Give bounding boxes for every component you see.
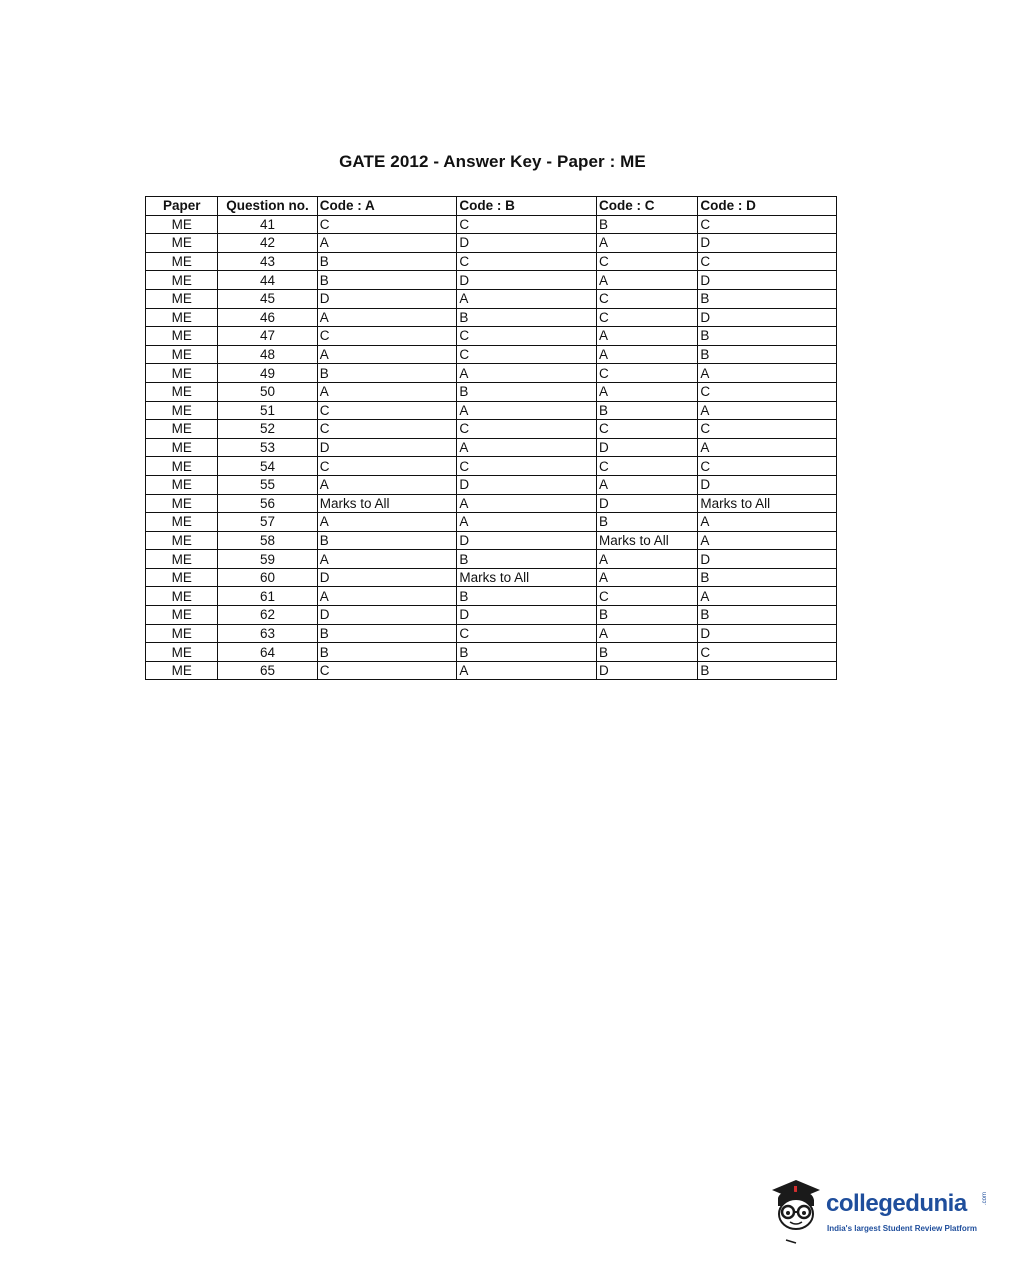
cell-question-no: 53 xyxy=(218,438,317,457)
cell-question-no: 50 xyxy=(218,382,317,401)
header-code-d: Code : D xyxy=(698,197,837,216)
cell-code-b: D xyxy=(457,234,597,253)
cell-question-no: 49 xyxy=(218,364,317,383)
cell-code-a: A xyxy=(317,475,457,494)
header-paper: Paper xyxy=(146,197,218,216)
cell-code-d: D xyxy=(698,475,837,494)
cell-question-no: 41 xyxy=(218,215,317,234)
table-row xyxy=(146,327,837,346)
cell-code-b: C xyxy=(457,624,597,643)
table-row xyxy=(146,550,837,569)
cell-code-a: C xyxy=(317,401,457,420)
cell-code-c: A xyxy=(596,568,697,587)
answer-key-table xyxy=(145,196,837,680)
cell-paper: ME xyxy=(146,661,218,680)
cell-code-a: D xyxy=(317,606,457,625)
cell-code-d: B xyxy=(698,661,837,680)
cell-code-a: A xyxy=(317,234,457,253)
table-row xyxy=(146,475,837,494)
cell-code-d: C xyxy=(698,252,837,271)
cell-paper: ME xyxy=(146,513,218,532)
cell-paper: ME xyxy=(146,271,218,290)
cell-code-b: A xyxy=(457,494,597,513)
cell-code-a: A xyxy=(317,345,457,364)
cell-paper: ME xyxy=(146,420,218,439)
logo-tagline: India's largest Student Review Platform xyxy=(827,1224,977,1233)
cell-code-c: C xyxy=(596,364,697,383)
cell-code-a: C xyxy=(317,327,457,346)
cell-paper: ME xyxy=(146,364,218,383)
cell-code-a: D xyxy=(317,289,457,308)
cell-code-d: A xyxy=(698,401,837,420)
table-row xyxy=(146,364,837,383)
cell-question-no: 60 xyxy=(218,568,317,587)
cell-code-c: C xyxy=(596,308,697,327)
cell-paper: ME xyxy=(146,382,218,401)
cell-paper: ME xyxy=(146,234,218,253)
cell-code-d: C xyxy=(698,643,837,662)
cell-code-c: A xyxy=(596,234,697,253)
cell-question-no: 62 xyxy=(218,606,317,625)
cell-code-b: A xyxy=(457,438,597,457)
logo-dotcom: .com xyxy=(982,1192,988,1206)
table-header-row xyxy=(146,197,837,216)
table-row xyxy=(146,401,837,420)
cell-code-d: A xyxy=(698,364,837,383)
cell-code-c: B xyxy=(596,513,697,532)
cell-code-d: B xyxy=(698,289,837,308)
cell-code-b: B xyxy=(457,643,597,662)
cell-code-c: A xyxy=(596,382,697,401)
cell-code-a: C xyxy=(317,661,457,680)
cell-code-a: A xyxy=(317,382,457,401)
table-row xyxy=(146,457,837,476)
cell-code-c: C xyxy=(596,252,697,271)
table-row xyxy=(146,624,837,643)
table-row xyxy=(146,234,837,253)
cell-code-a: C xyxy=(317,420,457,439)
cell-code-c: D xyxy=(596,494,697,513)
cell-code-b: B xyxy=(457,382,597,401)
cell-paper: ME xyxy=(146,438,218,457)
table-row xyxy=(146,289,837,308)
table-row xyxy=(146,661,837,680)
cell-code-c: B xyxy=(596,606,697,625)
cell-question-no: 47 xyxy=(218,327,317,346)
cell-code-c: A xyxy=(596,327,697,346)
cell-question-no: 44 xyxy=(218,271,317,290)
header-code-c: Code : C xyxy=(596,197,697,216)
table-row xyxy=(146,606,837,625)
cell-code-b: C xyxy=(457,215,597,234)
cell-question-no: 52 xyxy=(218,420,317,439)
cell-question-no: 59 xyxy=(218,550,317,569)
cell-paper: ME xyxy=(146,550,218,569)
cell-code-a: A xyxy=(317,550,457,569)
cell-paper: ME xyxy=(146,587,218,606)
cell-code-c: C xyxy=(596,420,697,439)
mascot-icon xyxy=(766,1176,824,1246)
header-question-no: Question no. xyxy=(218,197,317,216)
cell-paper: ME xyxy=(146,327,218,346)
cell-code-a: C xyxy=(317,457,457,476)
cell-code-b: A xyxy=(457,661,597,680)
cell-question-no: 46 xyxy=(218,308,317,327)
cell-code-a: A xyxy=(317,513,457,532)
cell-paper: ME xyxy=(146,606,218,625)
cell-code-d: D xyxy=(698,624,837,643)
cell-code-c: D xyxy=(596,661,697,680)
table-row xyxy=(146,345,837,364)
cell-code-d: C xyxy=(698,215,837,234)
cell-code-d: C xyxy=(698,457,837,476)
cell-code-d: A xyxy=(698,531,837,550)
cell-paper: ME xyxy=(146,401,218,420)
cell-paper: ME xyxy=(146,308,218,327)
document-title: GATE 2012 - Answer Key - Paper : ME xyxy=(339,152,646,171)
cell-paper: ME xyxy=(146,215,218,234)
cell-code-c: D xyxy=(596,438,697,457)
cell-code-c: A xyxy=(596,271,697,290)
table-row xyxy=(146,568,837,587)
cell-code-c: A xyxy=(596,475,697,494)
cell-code-c: A xyxy=(596,550,697,569)
cell-paper: ME xyxy=(146,252,218,271)
cell-question-no: 42 xyxy=(218,234,317,253)
cell-code-a: B xyxy=(317,531,457,550)
cell-question-no: 63 xyxy=(218,624,317,643)
table-row xyxy=(146,587,837,606)
cell-code-c: A xyxy=(596,345,697,364)
cell-code-a: B xyxy=(317,271,457,290)
cell-code-c: C xyxy=(596,587,697,606)
table-row xyxy=(146,420,837,439)
cell-question-no: 57 xyxy=(218,513,317,532)
cell-code-d: B xyxy=(698,327,837,346)
cell-code-d: D xyxy=(698,271,837,290)
cell-code-d: D xyxy=(698,550,837,569)
cell-code-d: B xyxy=(698,345,837,364)
table-row xyxy=(146,382,837,401)
cell-code-b: D xyxy=(457,531,597,550)
cell-question-no: 51 xyxy=(218,401,317,420)
cell-code-a: D xyxy=(317,438,457,457)
cell-code-d: B xyxy=(698,606,837,625)
cell-code-d: D xyxy=(698,234,837,253)
logo-wordmark: collegedunia xyxy=(826,1190,967,1217)
cell-code-a: B xyxy=(317,624,457,643)
table-row xyxy=(146,271,837,290)
cell-code-c: Marks to All xyxy=(596,531,697,550)
table-row xyxy=(146,494,837,513)
cell-paper: ME xyxy=(146,475,218,494)
cell-code-d: A xyxy=(698,513,837,532)
cell-question-no: 58 xyxy=(218,531,317,550)
cell-paper: ME xyxy=(146,289,218,308)
cell-question-no: 65 xyxy=(218,661,317,680)
cell-code-c: C xyxy=(596,289,697,308)
cell-code-c: C xyxy=(596,457,697,476)
table-body xyxy=(146,215,837,680)
cell-code-d: C xyxy=(698,420,837,439)
cell-code-a: A xyxy=(317,587,457,606)
cell-paper: ME xyxy=(146,345,218,364)
cell-paper: ME xyxy=(146,568,218,587)
cell-question-no: 61 xyxy=(218,587,317,606)
cell-paper: ME xyxy=(146,531,218,550)
cell-code-a: A xyxy=(317,308,457,327)
cell-question-no: 64 xyxy=(218,643,317,662)
table-row xyxy=(146,308,837,327)
cell-code-d: D xyxy=(698,308,837,327)
cell-code-b: D xyxy=(457,271,597,290)
cell-paper: ME xyxy=(146,457,218,476)
cell-paper: ME xyxy=(146,643,218,662)
cell-code-b: Marks to All xyxy=(457,568,597,587)
cell-code-d: C xyxy=(698,382,837,401)
collegedunia-logo xyxy=(766,1176,996,1246)
cell-code-d: A xyxy=(698,587,837,606)
cell-code-b: D xyxy=(457,606,597,625)
cell-code-a: D xyxy=(317,568,457,587)
cell-code-d: Marks to All xyxy=(698,494,837,513)
table-row xyxy=(146,513,837,532)
table-row xyxy=(146,531,837,550)
cell-code-a: B xyxy=(317,364,457,383)
header-code-a: Code : A xyxy=(317,197,457,216)
cell-paper: ME xyxy=(146,624,218,643)
cell-question-no: 55 xyxy=(218,475,317,494)
cell-code-c: A xyxy=(596,624,697,643)
cell-code-b: C xyxy=(457,327,597,346)
table-row xyxy=(146,215,837,234)
cell-question-no: 48 xyxy=(218,345,317,364)
cell-code-b: C xyxy=(457,345,597,364)
cell-question-no: 45 xyxy=(218,289,317,308)
cell-code-b: B xyxy=(457,550,597,569)
cell-code-a: Marks to All xyxy=(317,494,457,513)
cell-question-no: 43 xyxy=(218,252,317,271)
cell-code-c: B xyxy=(596,643,697,662)
cell-code-b: A xyxy=(457,401,597,420)
cell-code-b: C xyxy=(457,420,597,439)
cell-code-a: C xyxy=(317,215,457,234)
cell-question-no: 56 xyxy=(218,494,317,513)
header-code-b: Code : B xyxy=(457,197,597,216)
cell-code-d: B xyxy=(698,568,837,587)
cell-code-b: C xyxy=(457,252,597,271)
table-row xyxy=(146,438,837,457)
cell-code-b: A xyxy=(457,289,597,308)
cell-code-b: C xyxy=(457,457,597,476)
cell-code-c: B xyxy=(596,401,697,420)
cell-question-no: 54 xyxy=(218,457,317,476)
cell-code-b: B xyxy=(457,587,597,606)
table-row xyxy=(146,643,837,662)
cell-code-d: A xyxy=(698,438,837,457)
cell-paper: ME xyxy=(146,494,218,513)
cell-code-b: A xyxy=(457,513,597,532)
cell-code-b: A xyxy=(457,364,597,383)
cell-code-a: B xyxy=(317,643,457,662)
cell-code-b: D xyxy=(457,475,597,494)
cell-code-c: B xyxy=(596,215,697,234)
table-row xyxy=(146,252,837,271)
cell-code-a: B xyxy=(317,252,457,271)
cell-code-b: B xyxy=(457,308,597,327)
